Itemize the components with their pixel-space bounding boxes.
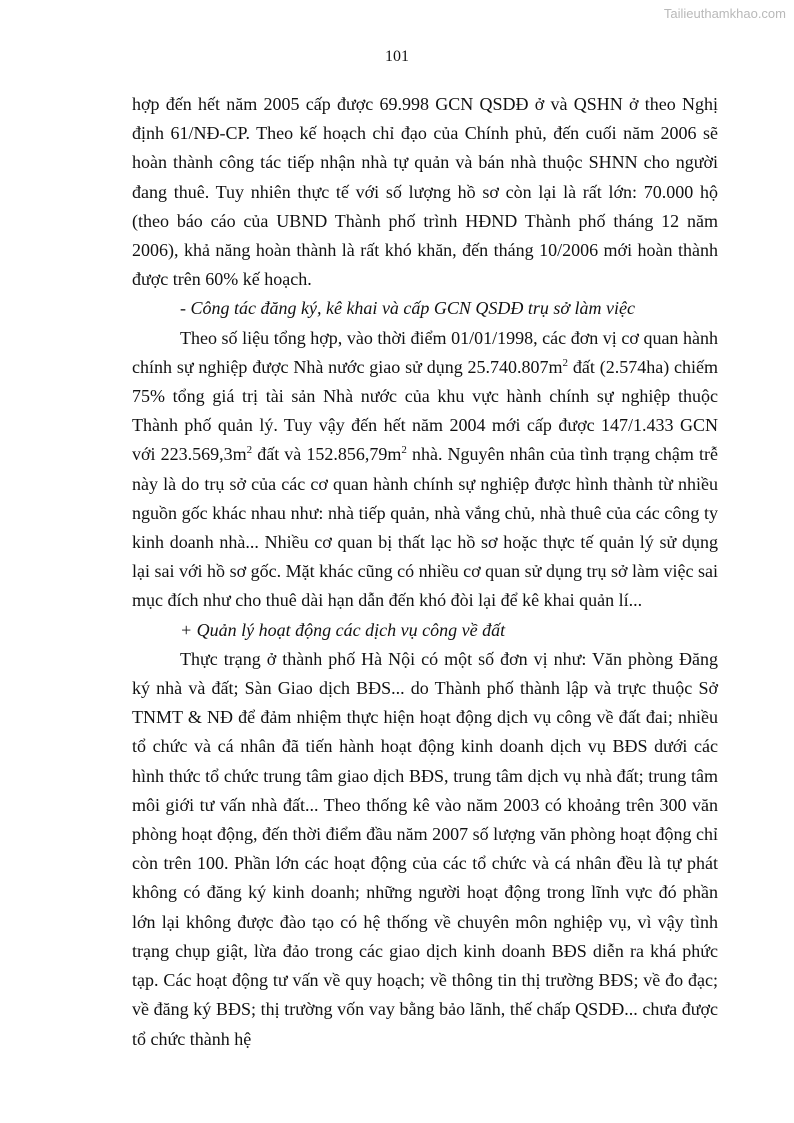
superscript: 2 (401, 444, 407, 457)
text-segment: đất và 152.856,79m (252, 444, 402, 465)
paragraph-public-services: Thực trạng ở thành phố Hà Nội có một số đơn vị như: Văn phòng Đăng ký nhà và đất; Sàn Giao dịch BĐS... do Thành phố thành lập và trực thuộc Sở TNMT & NĐ để đảm nhiệm thực hiện hoạt động dịch vụ công về đất đai; nhiều tổ chức và cá nhân đã tiến hành hoạt động kinh doanh dịch vụ BĐS dưới các hình thức tổ chức trung tâm giao dịch BĐS, trung tâm dịch vụ nhà đất; trung tâm môi giới tư vấn nhà đất... Theo thống kê vào năm 2003 có khoảng trên 300 văn phòng hoạt động, đến thời điểm đầu năm 2007 số lượng văn phòng hoạt động chỉ còn trên 100. Phần lớn các hoạt động của các tổ chức và cá nhân đều là tự phát không có đăng ký kinh doanh; những người hoạt động trong lĩnh vực đó phần lớn lại không được đào tạo có hệ thống về chuyên môn nghiệp vụ, vì vậy tình trạng chụp giật, lừa đảo trong các giao dịch kinh doanh BĐS diễn ra khá phức tạp. Các hoạt động tư vấn về quy hoạch; về thông tin thị trường BĐS; về đo đạc; về đăng ký BĐS; thị trường vốn vay bằng bảo lãnh, thế chấp QSDĐ... chưa được tổ chức thành hệ (132, 648, 718, 1049)
paragraph-continuation: hợp đến hết năm 2005 cấp được 69.998 GCN QSDĐ ở và QSHN ở theo Nghị định 61/NĐ-CP. Theo kế hoạch chỉ đạo của Chính phủ, đến cuối năm 2006 sẽ hoàn thành công tác tiếp nhận nhà tự quản và bán nhà thuộc SHNN cho người đang thuê. Tuy nhiên thực tế với số lượng hồ sơ còn lại là rất lớn: 70.000 hộ (theo báo cáo của UBND Thành phố trình HĐND Thành phố tháng 12 năm 2006), khả năng hoàn thành là rất khó khăn, đến tháng 10/2006 mới hoàn thành được trên 60% kế hoạch. (132, 94, 718, 290)
section-heading-public-services: + Quản lý hoạt động các dịch vụ công về đất (180, 619, 506, 640)
text-segment: Theo số liệu tổng hợp, vào thời điểm 01/01/1998, các đơn vị cơ quan hành chính sự nghiệp được Nhà nước giao sử dụng 25.740.807m (132, 327, 718, 377)
superscript: 2 (246, 444, 253, 457)
text-segment: nhà. Nguyên nhân của tình trạng chậm trễ này là do trụ sở của các cơ quan hành chính sự nghiệp được hình thành từ nhiều nguồn gốc khác nhau như: nhà tiếp quản, nhà vắng chủ, nhà thuê của các công ty kinh doanh nhà... Nhiều cơ quan bị thất lạc hồ sơ hoặc thực tế quản lý sử dụng lại sai với hồ sơ gốc. Mặt khác cũng có nhiều cơ quan sử dụng trụ sở làm việc sai mục đích như cho thuê dài hạn dẫn đến khó đòi lại để kê khai quản lí... (132, 444, 718, 611)
superscript: 2 (562, 356, 569, 369)
document-body (132, 90, 718, 1054)
watermark: Tailieuthamkhao.com (663, 6, 786, 21)
text-segment: đất (2.574ha) chiếm 75% tổng giá trị tài sản Nhà nước của khu vực hành chính sự nghiệp thuộc Thành phố quản lý. Tuy vậy đến hết năm 2004 mới cấp được 147/1.433 GCN với 223.569,3m (132, 356, 719, 465)
paragraph-office-statistics (132, 324, 718, 616)
page-number: 101 (385, 48, 409, 65)
section-heading-office-registration: - Công tác đăng ký, kê khai và cấp GCN QSDĐ trụ sở làm việc (180, 298, 636, 319)
